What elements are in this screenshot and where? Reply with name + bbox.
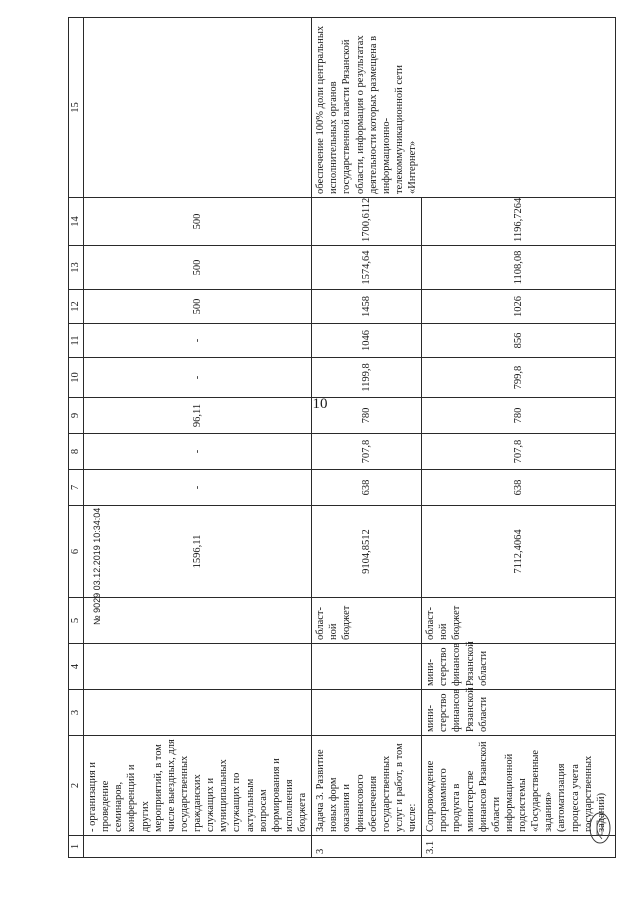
table-row (312, 18, 422, 858)
total-amount: 1596,11 (84, 506, 312, 598)
col-header-2: 2 (69, 736, 84, 836)
year-amount: 1458 (312, 290, 422, 324)
year-amount: 707,8 (422, 434, 616, 470)
document-registration-footer: № 9029 03.12.2019 10:34:04 (92, 507, 102, 625)
col-header-8: 8 (69, 434, 84, 470)
stamp-icon (588, 811, 612, 845)
responsible-executor: мини-стерство финансов Рязанской области (422, 690, 616, 736)
expected-result: обеспечение 100% доли центральных исполнительных органов государственной власти Рязанской области, информация о результатах деятельности которых размещена в информационно-телекоммуникационной сети «Интернет» (312, 18, 616, 198)
col-header-14: 14 (69, 198, 84, 246)
header-row (69, 18, 84, 858)
year-amount: - (84, 324, 312, 358)
year-amount: 500 (84, 198, 312, 246)
row-number: 3 (312, 836, 422, 858)
main-manager (84, 644, 312, 690)
year-amount: - (84, 434, 312, 470)
year-amount: 1574,64 (312, 246, 422, 290)
year-amount: - (84, 470, 312, 506)
funding-source (84, 598, 312, 644)
funding-source: област-ной бюджет (312, 598, 422, 644)
year-amount: 1108,08 (422, 246, 616, 290)
year-amount: 1199,8 (312, 358, 422, 398)
year-amount: 96,11 (84, 398, 312, 434)
year-amount: 780 (312, 398, 422, 434)
col-header-13: 13 (69, 246, 84, 290)
year-amount: 1196,7264 (422, 198, 616, 246)
year-amount: 780 (422, 398, 616, 434)
year-amount: 500 (84, 290, 312, 324)
col-header-1: 1 (69, 836, 84, 858)
year-amount: 1026 (422, 290, 616, 324)
col-header-5: 5 (69, 598, 84, 644)
responsible-executor (312, 690, 422, 736)
year-amount: - (84, 358, 312, 398)
row-number (84, 836, 312, 858)
row-number: 3.1 (422, 836, 616, 858)
measure-name: Задача 3. Развитие новых форм оказания и финансового обеспечения государственных услуг и работ, в том числе: (312, 736, 422, 836)
col-header-3: 3 (69, 690, 84, 736)
year-amount: 1046 (312, 324, 422, 358)
registry-stamp (588, 811, 617, 845)
rotated-table-container (68, 18, 616, 858)
measure-name: - организация и проведение семинаров, конференций и других мероприятий, в том числе выездных, для государственных гражданских служащих и муниципальных служащих по актуальным вопросам формирования и исполнения бюджета (84, 736, 312, 836)
main-manager: мини-стерство финансов Рязанской области (422, 644, 616, 690)
col-header-4: 4 (69, 644, 84, 690)
funding-source: област-ной бюджет (422, 598, 616, 644)
responsible-executor (84, 690, 312, 736)
total-amount: 7112,4064 (422, 506, 616, 598)
year-amount: 638 (312, 470, 422, 506)
total-amount: 9104,8512 (312, 506, 422, 598)
year-amount: 707,8 (312, 434, 422, 470)
year-amount: 638 (422, 470, 616, 506)
table-row (84, 18, 312, 858)
col-header-9: 9 (69, 398, 84, 434)
year-amount: 500 (84, 246, 312, 290)
year-amount: 1700,6112 (312, 198, 422, 246)
col-header-10: 10 (69, 358, 84, 398)
measure-name: Сопровождение программного продукта в министерстве финансов Рязанской области информационной подсистемы «Государственные задания» (автоматизация процесса учета государственных заданий) (422, 736, 616, 836)
col-header-7: 7 (69, 470, 84, 506)
col-header-12: 12 (69, 290, 84, 324)
col-header-11: 11 (69, 324, 84, 358)
page-number: 10 (312, 396, 328, 412)
program-measures-table (68, 17, 616, 858)
col-header-15: 15 (69, 18, 84, 198)
main-manager (312, 644, 422, 690)
expected-result (84, 18, 312, 198)
col-header-6: 6 (69, 506, 84, 598)
year-amount: 856 (422, 324, 616, 358)
year-amount: 799,8 (422, 358, 616, 398)
